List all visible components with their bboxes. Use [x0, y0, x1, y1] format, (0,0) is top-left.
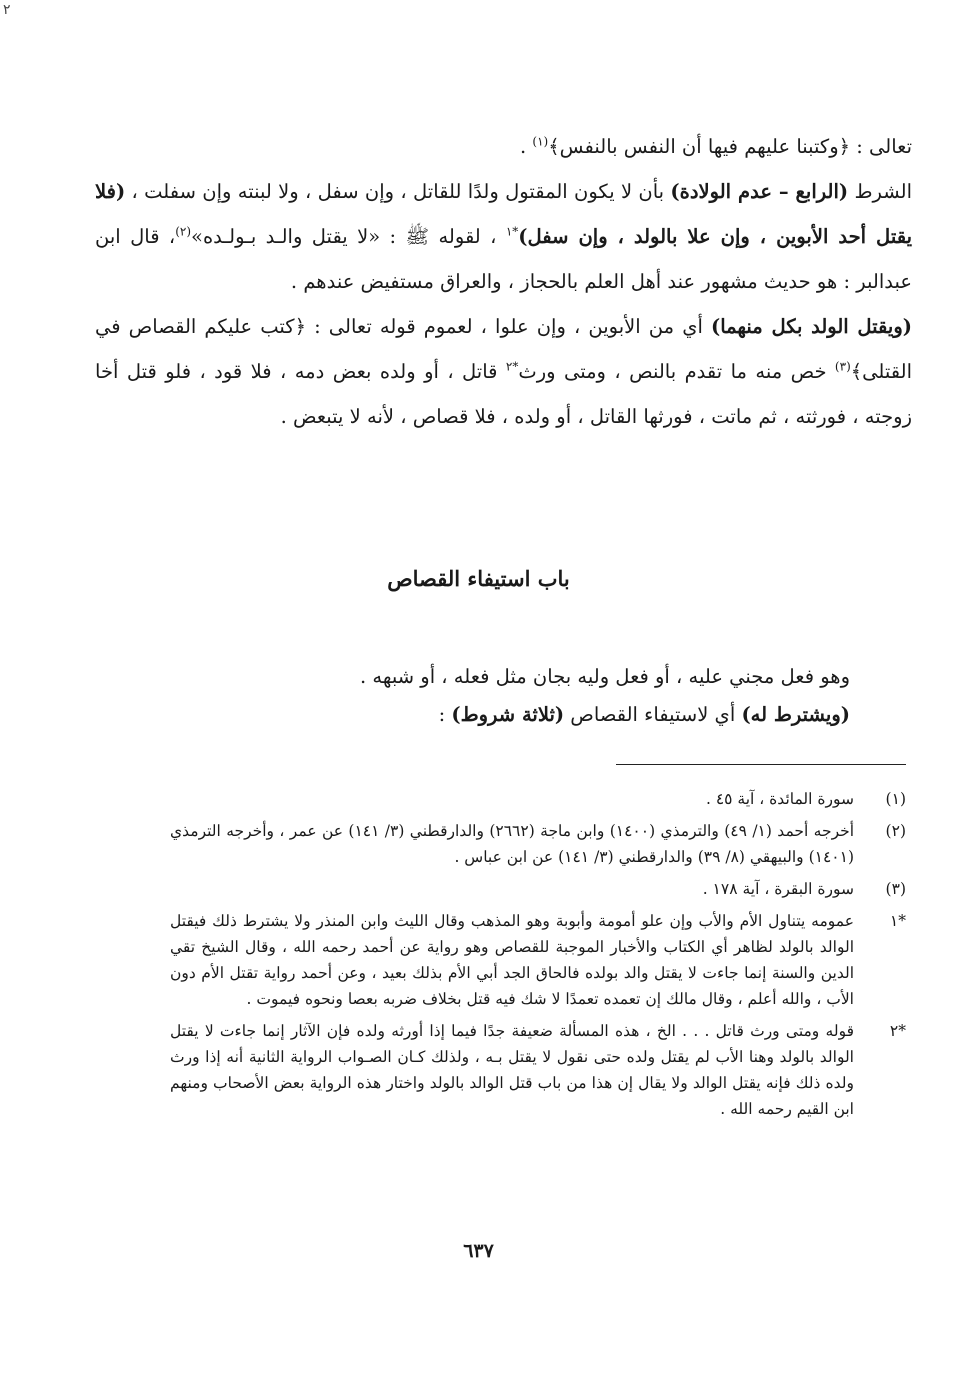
- footnote-number: (٢): [885, 822, 906, 840]
- conditions-line: [95, 696, 850, 734]
- text-run: خص منه ما تقدم بالنص ، ومتى ورث: [518, 360, 835, 383]
- footnote-text: قوله ومتى ورث قاتل . . . الخ ، هذه المسألة ضعيفة جدًا فيما إذا أورثه ولده فإن الآثار إنما جاءت لا يقتل الوالد بالولد وهنا الأب لم يقتل ولده حتى نقول لا يقتل بـه ، ولذلك كـان الصـواب الرواية الثانية أنه إذا ورث ولده ذلك فإنه يقتل الوالد ولا يقال إن هذا من باب قتل الوالد بالولد واختار هذه الرواية بعض الأصحاب ومنهم ابن القيم رحمه الله .: [170, 1022, 854, 1118]
- text-run: قاتل ، أو ولده بعض دمه ، فلا قود ، فلو قتل أخا زوجته ، فورثته ، ثم ماتت ، فورثها القاتل ، أو ولده ، فلا قصاص ، لأنه لا يتبعض .: [95, 360, 912, 428]
- footnote-3: [170, 876, 906, 902]
- page-number: ٦٣٧: [463, 1240, 494, 1262]
- reference-marker: (٢): [175, 224, 192, 239]
- footnote-text: سورة البقرة ، آية ١٧٨ .: [702, 880, 854, 898]
- reference-marker: *١: [505, 224, 519, 239]
- bold-text: (ثلاثة شروط): [451, 703, 565, 726]
- footnote-number: (١): [885, 790, 906, 808]
- paragraph-2: [95, 169, 912, 304]
- text-run: الشرط: [848, 180, 913, 203]
- footnote-star-1: [170, 908, 906, 1012]
- text-run: ، قال ابن عبدالبر : هو حديث مشهور عند أهل العلم بالحجاز ، والعراق مستفيض عندهم .: [95, 225, 912, 293]
- main-text: [95, 124, 912, 439]
- paragraph-1: [95, 124, 912, 169]
- footnote-separator: [616, 764, 906, 765]
- bold-text: (فلا يقتل أحد الأبوين ، وإن علا بالولد ، وإن سفل): [95, 180, 912, 248]
- footnotes: [170, 786, 906, 1128]
- definition-block: [95, 658, 850, 734]
- corner-mark: ٢: [3, 2, 11, 18]
- chapter-heading: باب استيفاء القصاص: [387, 566, 570, 591]
- text-run: .: [519, 135, 533, 158]
- reference-marker: *٢: [505, 359, 519, 374]
- footnote-1: [170, 786, 906, 812]
- footnote-text: سورة المائدة ، آية ٤٥ .: [705, 790, 854, 808]
- footnote-text: عمومه يتناول الأم والأب وإن علو أمومة وأبوبة وهو المذهب وقال الليث وابن المنذر ولا يشترط ذلك فيقتل الوالد بالولد لظاهر أي الكتاب والأخبار الموجبة للقصاص وهو رواية عن أحمد رحمه الله ، وقال الشيخ تقي الدين والسنة إنما جاءت لا يقتل والد بولده فالحاق الجد أبي الأم بذلك بعيد ، وعن أحمد رواية تقتل الأم دون الأب ، والله أعلم ، وقال مالك إن تعمده تعمدًا لا شك فيه قتل بخلاف ضربه بعصا ونحوه فيموت .: [170, 912, 854, 1008]
- text-run: تعالى : ﴿وكتبنا عليهم فيها أن النفس بالنفس﴾: [548, 135, 912, 158]
- footnote-number: *٢: [889, 1022, 906, 1040]
- text-run: أي من الأبوين ، وإن علوا ، لعموم قوله تعالى : ﴿كتب عليكم القصاص في القتلى﴾: [95, 315, 912, 383]
- bold-text: (ويشترط له): [741, 703, 850, 726]
- reference-marker: (١): [532, 134, 549, 149]
- text-run: بأن لا يكون المقتول ولدًا للقاتل ، وإن سفل ، ولا لبنته وإن سفلت ،: [125, 180, 671, 203]
- footnote-number: *١: [889, 912, 906, 930]
- text-run: أي لاستيفاء القصاص: [564, 703, 742, 726]
- definition-line: وهو فعل مجني عليه ، أو فعل وليه بجان مثل فعله ، أو شبهه .: [360, 665, 850, 688]
- text-run: ، لقوله ﷺ : «لا يقتل والـد بـولـده»: [191, 225, 506, 248]
- paragraph-3: [95, 304, 912, 439]
- reference-marker: (٣): [834, 359, 851, 374]
- bold-text: (الرابع – عدم الولادة): [670, 180, 849, 203]
- footnote-text: أخرجه أحمد (١/ ٤٩) والترمذي (١٤٠٠) وابن ماجة (٢٦٦٢) والدارقطني (٣/ ١٤١) عن عمر ، وأخرجه الترمذي (١٤٠١) والبيهقي (٨/ ٣٩) والدارقطني (٣/ ١٤١) عن ابن عباس .: [170, 822, 855, 866]
- footnote-star-2: [170, 1018, 906, 1122]
- footnote-number: (٣): [885, 880, 906, 898]
- text-run: :: [438, 703, 452, 726]
- bold-text: (ويقتل الولد بكل منهما): [710, 315, 912, 338]
- footnote-2: [170, 818, 906, 870]
